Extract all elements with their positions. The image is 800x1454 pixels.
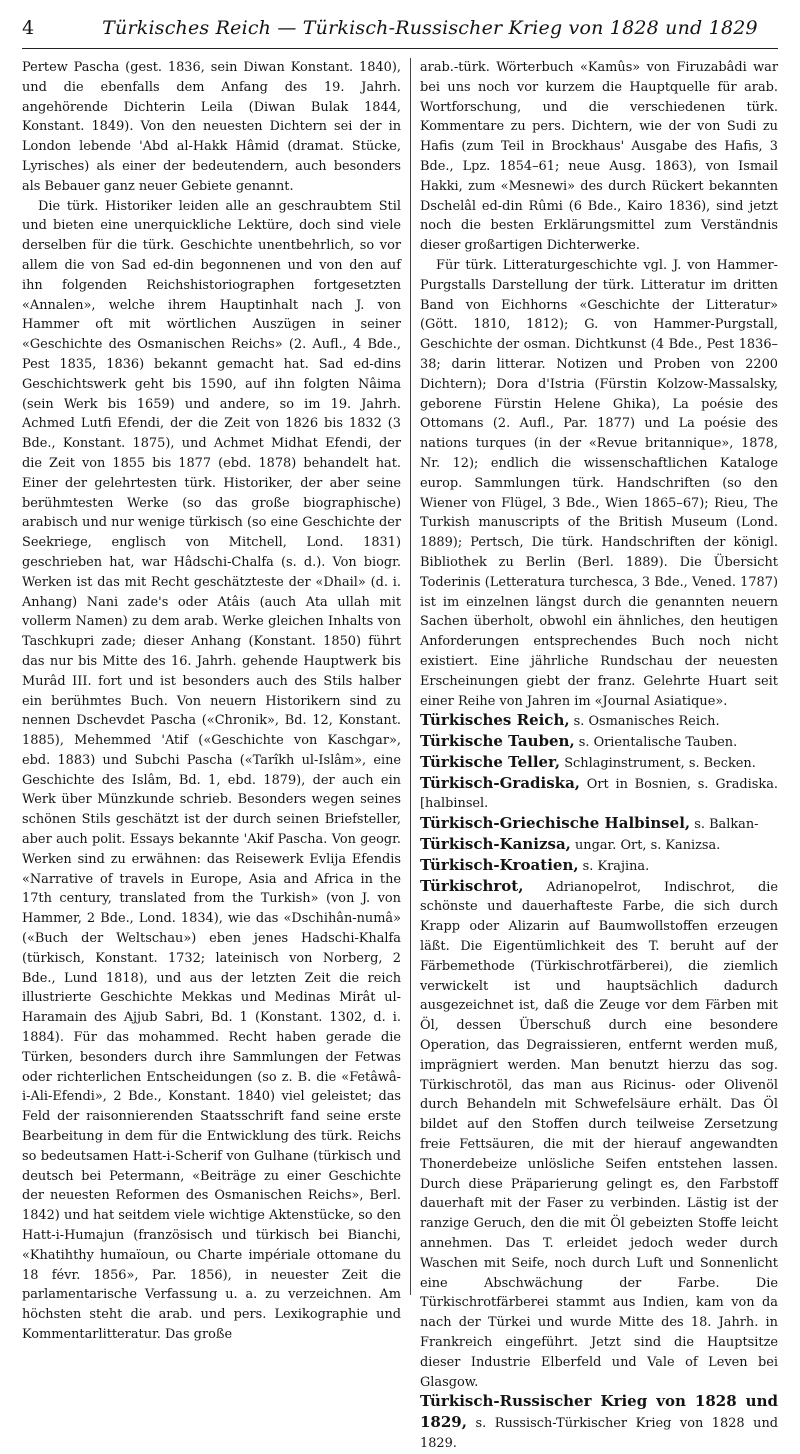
dictionary-entry xyxy=(420,814,778,835)
entry-text: Adrianopelrot, Indischrot, die schönste und dauerhafteste Farbe, die sich durch Krapp oder Alizarin auf Baumwollstoffen erzeugen läßt. Die Eigentümlichkeit des T. beruht auf der Färbemethode (Türkischrotfärberei), die ziemlich verwickelt ist und hauptsächlich dadurch ausgezeichnet ist, daß die Zeuge vor dem Färben mit Öl, dessen Überschuß durch eine besondere Operation, das Degraissieren, entfernt werden muß, imprägniert werden. Man benutzt hierzu das sog. Türkischrotöl, das man aus Ricinus- oder Olivenöl durch Behandeln mit Schwefelsäure erhält. Das Öl bildet auf den Stoffen durch teilweise Zersetzung freie Fettsäuren, die mit der hierauf angewandten Thonerdebeize unlösliche Seifen entstehen lassen. Durch diese Präparierung gelingt es, den Farbstoff dauerhaft mit der Faser zu verbinden. Lästig ist der ranzige Geruch, den die mit Öl gebeizten Stoffe leicht annehmen. Das T. erleidet jedoch weder durch Waschen mit Seife, noch durch Luft und Sonnenlicht eine Abschwächung der Farbe. Die Türkischrotfärberei stammt aus Indien, kam von da nach der Türkei und wurde Mitte des 18. Jahrh. in Frankreich eingeführt. Jetzt sind die Hauptsitze dieser Industrie Elberfeld und Vale of Leven bei Glasgow. xyxy=(420,879,778,1390)
dictionary-entry xyxy=(420,774,778,815)
entry-headword: Türkischrot, xyxy=(420,876,524,895)
running-header xyxy=(22,8,778,49)
left-column xyxy=(22,58,410,1342)
entry-headword: Türkisch-Kanizsa, xyxy=(420,835,571,854)
entry-headword: Türkische Tauben, xyxy=(420,732,575,751)
dictionary-entry xyxy=(420,877,778,1393)
left-paragraph-2: Die türk. Historiker leiden alle an geschraubtem Stil und bieten eine unerquickliche Lektüre, doch sind viele derselben für die türk. Geschichte unentbehrlich, so vor allem die von Sad ed-din begonnenen und von den auf ihn folgenden Reichshistoriographen fortgesetzten «Annalen», welche ihrem Hauptinhalt nach J. von Hammer oft mit wörtlichen Auszügen in seiner «Geschichte des Osmanischen Reichs» (2. Aufl., 4 Bde., Pest 1835, 1836) bekannt gemacht hat. Sad ed-dins Geschichtswerk geht bis 1590, auf ihn folgten Nâima (sein Werk bis 1659) und andere, so im 19. Jahrh. Achmed Lutfi Efendi, der die Zeit von 1826 bis 1832 (3 Bde., Konstant. 1875), und Achmet Midhat Efendi, der die Zeit von 1855 bis 1877 (ebd. 1878) behandelt hat. Einer der gelehrtesten türk. Historiker, der aber seine berühmtesten Werke (so das große biographische) arabisch und nur wenige türkisch (so eine Geschichte der Seekriege, englisch von Mitchell, Lond. 1831) geschrieben hat, war Hâdschi-Chalfa (s. d.). Von biogr. Werken ist das mit Recht geschätzteste der «Dhail» (d. i. Anhang) Nani zade's oder Atâis (auch Ata ullah mit vollerm Namen) zu dem arab. Werke gleichen Inhalts von Taschkupri zade; dieser Anhang (Konstant. 1850) führt das nur bis Mitte des 16. Jahrh. gehende Hauptwerk bis Murâd III. fort und ist besonders auch des Stils halber ein berühmtes Buch. Von neuern Historikern sind zu nennen Dschevdet Pascha («Chronik», Bd. 12, Konstant. 1885), Mehemmed 'Atif («Geschichte von Kaschgar», ebd. 1883) und Subchi Pascha («Tarîkh ul-Islâm», eine Geschichte des Islâm, Bd. 1, ebd. 1879), der auch ein Werk über Münzkunde schrieb. Besonders wegen seines schönen Stils geschätzt ist der durch seinen Briefsteller, aber auch polit. Essays bekannte 'Akif Pascha. Von geogr. Werken sind zu erwähnen: das Reisewerk Evlija Efendis «Narrative of travels in Europe, Asia and Africa in the 17th century, translated from the Turkish» (von J. von Hammer, 2 Bde., Lond. 1834), wie das «Dschihân-numâ» («Buch der Weltschau») eben jenes Hadschi-Khalfa (türkisch, Konstant. 1732; lateinisch von Norberg, 2 Bde., Lund 1818), und aus der letzten Zeit die reich illustrierte Geschichte Mekkas und Medinas Mirât ul-Haramain des Ajjub Sabri, Bd. 1 (Konstant. 1302, d. i. 1884). Für das mohammed. Recht haben gerade die Türken, besonders durch ihre Sammlungen der Fetwas oder richterlichen Entscheidungen (so z. B. die «Fetâwâ-i-Ali-Efendi», 2 Bde., Konstant. 1840) viel geleistet; das Feld der raisonnierenden Staatsschrift fand seine erste Bearbeitung in dem für die Entwicklung des türk. Reichs so bedeutsamen Hatt-i-Scherif von Gulhane (türkisch und deutsch bei Petermann, «Beiträge zu einer Geschichte der neuesten Reformen des Osmanischen Reichs», Berl. 1842) und hat seitdem viele wichtige Aktenstücke, so den Hatt-i-Humajun (französisch und türkisch bei Bianchi, «Khatihthy humaïoun, ou Charte impériale ottomane du 18 févr. 1856», Par. 1856), in neuester Zeit die parlamentarische Verfassung u. a. zu verzeichnen. Am höchsten steht die arab. und pers. Lexikographie und Kommentarlitteratur. Das große xyxy=(22,198,401,1342)
left-paragraph-1: Pertew Pascha (gest. 1836, sein Diwan Konstant. 1840), und die ebenfalls dem Anfang des 19. Jahrh. angehörende Dichterin Leila (Diwan Bulak 1844, Konstant. 1849). Von den neuesten Dichtern sei der in London lebende 'Abd al-Hakk Hâmid (dramat. Stücke, Lyrisches) als einer der bedeutendern, auch besonders als Bebauer ganz neuer Gebiete genannt. xyxy=(22,60,401,194)
entry-headword: Türkisch-Kroatien, xyxy=(420,855,579,874)
entry-text: Schlaginstrument, s. Becken. xyxy=(560,755,756,771)
entry-headword: Türkisch-Russischer Krieg von 1828 und 1829, xyxy=(420,1392,778,1432)
page-number: 4 xyxy=(22,17,35,39)
entry-headword: Türkische Teller, xyxy=(420,752,561,771)
entry-headword: Türkisches Reich, xyxy=(420,711,570,730)
right-paragraph-2: Für türk. Litteraturgeschichte vgl. J. von Hammer-Purgstalls Darstellung der türk. Litteratur im dritten Band von Eichhorns «Geschichte der Litteratur» (Gött. 1810, 1812); G. von Hammer-Purgstall, Geschichte der osman. Dichtkunst (4 Bde., Pest 1836–38; darin litterar. Notizen und Proben von 2200 Dichtern); Dora d'Istria (Fürstin Kolzow-Massalsky, geborene Fürstin Helene Ghika), La poésie des Ottomans (2. Aufl., Par. 1877) und La poésie des nations turques (in der «Revue britannique», 1878, Nr. 12); endlich die wissenschaftlichen Kataloge europ. Sammlungen türk. Handschriften (so den Wiener von Flügel, 3 Bde., Wien 1865–67); Rieu, The Turkish manuscripts of the British Museum (Lond. 1889); Pertsch, Die türk. Handschriften der königl. Bibliothek zu Berlin (Berl. 1889). Die Übersicht Toderinis (Letteratura turchesca, 3 Bde., Vened. 1787) ist im einzelnen längst durch die genannten neuern Sachen überholt, obwohl ein ähnliches, den heutigen Anforderungen entsprechendes Buch noch nicht existiert. Eine jährliche Rundschau der neuesten Erscheinungen giebt der franz. Gelehrte Huart seit einer Reihe von Jahren im «Journal Asiatique». xyxy=(420,257,778,709)
dictionary-entry xyxy=(420,711,778,732)
entry-text: ungar. Ort, s. Kanizsa. xyxy=(570,838,721,854)
dictionary-entry xyxy=(420,732,778,753)
right-column xyxy=(411,58,778,1451)
entry-headword: Türkisch-Griechische Halbinsel, xyxy=(420,814,691,833)
dictionary-entry xyxy=(420,1392,778,1453)
entry-text: s. Krajina. xyxy=(578,858,650,874)
entry-text: s. Osmanisches Reich. xyxy=(569,714,720,730)
text-columns xyxy=(22,58,778,1451)
entry-text: s. Balkan- xyxy=(690,817,759,833)
entry-text: s. Russisch-Türkischer Krieg von 1828 und 1829. xyxy=(420,1416,778,1451)
entry-headword: Türkisch-Gradiska, xyxy=(420,773,581,792)
right-paragraph-1: arab.-türk. Wörterbuch «Kamûs» von Firuzabâdi war bei uns noch vor kurzem die Hauptquelle für arab. Wortforschung, und die verschiedenen türk. Kommentare zu pers. Dichtern, wie der von Sudi zu Hafis (zum Teil in Brockhaus' Ausgabe des Hafis, 3 Bde., Lpz. 1854–61; neue Ausg. 1863), von Ismail Hakki, zum «Mesnewi» des durch Rückert bekannten Dschelâl ed-din Rûmi (6 Bde., Kairo 1836), sind jetzt noch die besten Erklärungsmittel zum Verständnis dieser großartigen Dichterwerke. xyxy=(420,60,778,254)
entry-text: s. Orientalische Tauben. xyxy=(574,735,738,751)
entry-text: Ort in Bosnien, s. Gradiska. [halbinsel. xyxy=(420,776,778,812)
running-title: Türkisches Reich — Türkisch-Russischer Krieg von 1828 und 1829 xyxy=(102,17,758,39)
dictionary-entry xyxy=(420,856,778,877)
dictionary-entry xyxy=(420,835,778,856)
dictionary-entry xyxy=(420,753,778,774)
